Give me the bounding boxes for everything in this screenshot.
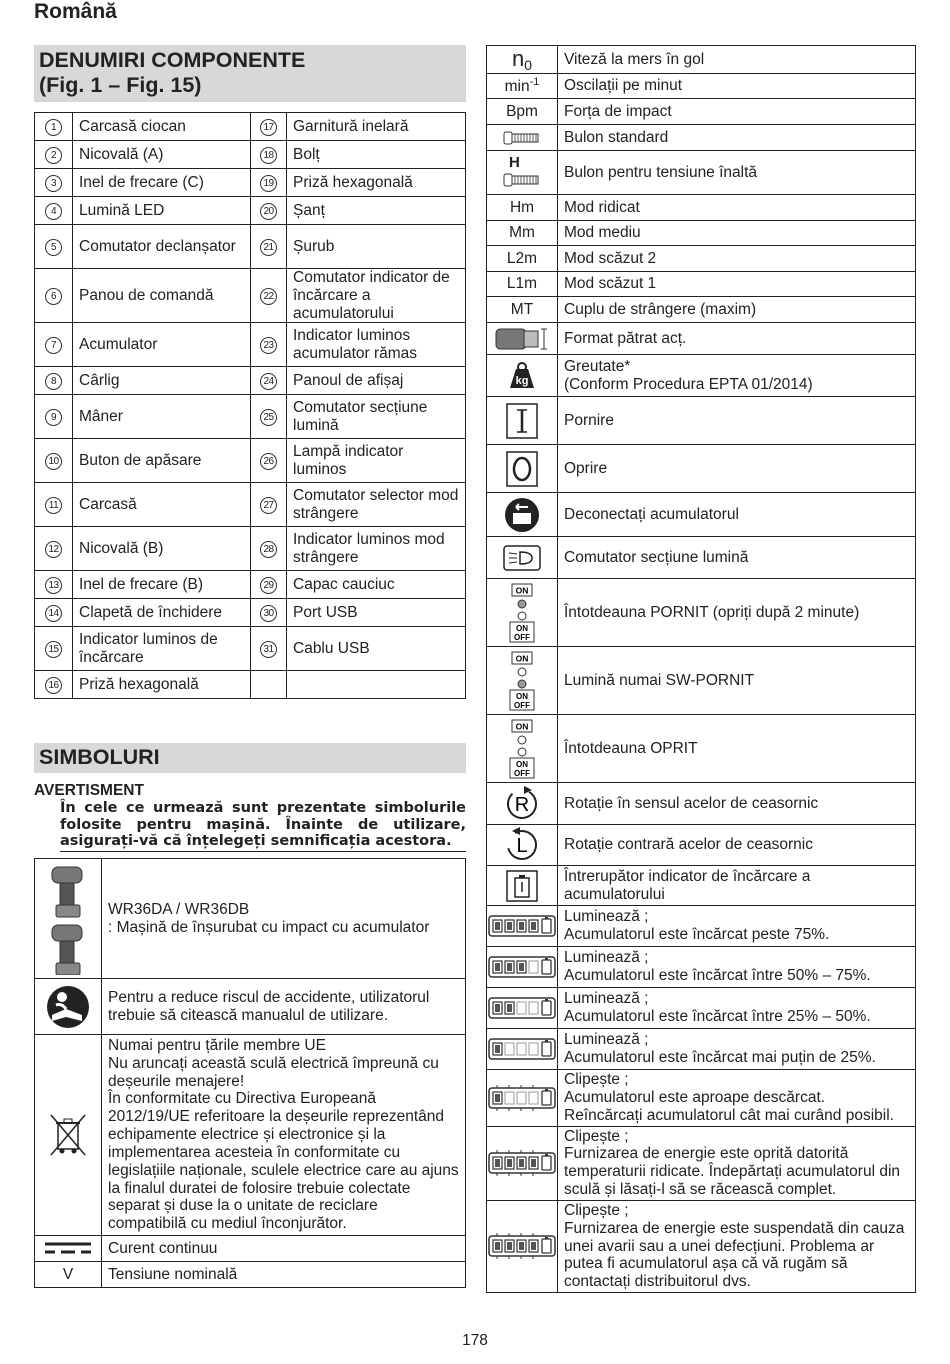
symbol-description	[558, 445, 916, 493]
component-label: Indicator luminos mod strângere	[287, 527, 466, 571]
indicator-state: Luminează ;	[564, 949, 649, 967]
component-row	[35, 395, 466, 439]
symbol-description	[558, 151, 916, 195]
symbol-description	[558, 125, 916, 151]
model-name: WR36DA / WR36DB	[108, 900, 250, 918]
indicator-meaning: Furnizarea de energie este suspendată din cauza unei avarii sau a unei defecțiuni. Problema ar putea fi acumulatorul așa că vă rugăm să contactați distribuitorul dvs.	[564, 1219, 905, 1291]
symbol-description	[102, 859, 466, 979]
symbol-row	[487, 1070, 916, 1126]
component-row	[35, 527, 466, 571]
svg-text:ON: ON	[515, 585, 529, 596]
symbol-text: Bulon standard	[564, 128, 669, 146]
battery-2-bars-icon	[487, 988, 558, 1029]
symbol-row	[487, 783, 916, 825]
component-row	[35, 169, 466, 197]
symbol-row	[487, 125, 916, 151]
symbol-text: Mod mediu	[564, 224, 641, 242]
indicator-meaning: Acumulatorul este încărcat mai puțin de 25%.	[564, 1049, 876, 1067]
component-number-badge: 6	[45, 288, 62, 305]
rotate-right-icon	[487, 783, 558, 825]
symbol-description	[102, 1235, 466, 1261]
component-number	[251, 169, 287, 197]
read-manual-icon	[35, 979, 102, 1035]
symbol-abbreviation-text: L1m	[506, 275, 538, 293]
component-row	[35, 571, 466, 599]
component-row	[35, 141, 466, 169]
on-icon	[487, 397, 558, 445]
component-number	[35, 527, 73, 571]
component-number-badge: 1	[45, 119, 62, 136]
symbol-row	[35, 859, 466, 979]
component-number	[251, 197, 287, 225]
component-label: Lampă indicator luminos	[287, 439, 466, 483]
symbol-row	[35, 979, 466, 1035]
component-label: Carcasă	[73, 483, 251, 527]
component-number	[35, 439, 73, 483]
symbol-description	[558, 579, 916, 647]
symbol-description	[558, 947, 916, 988]
symbols-table-right	[486, 45, 916, 1293]
disconnect-battery-icon	[487, 493, 558, 537]
symbol-abbreviation	[487, 297, 558, 323]
sw-on-icon	[487, 647, 558, 715]
svg-text:ON: ON	[515, 721, 529, 732]
symbol-description	[558, 46, 916, 74]
component-number-badge: 5	[45, 239, 62, 256]
direct-current-icon	[35, 1235, 102, 1261]
symbol-text: Rotație în sensul acelor de ceasornic	[564, 794, 819, 812]
symbol-row	[35, 1035, 466, 1236]
component-number-badge: 26	[260, 453, 277, 470]
symbol-text: Lumină numai SW-PORNIT	[564, 671, 755, 689]
symbol-abbreviation	[487, 46, 558, 74]
symbol-row	[35, 1235, 466, 1261]
off-icon	[487, 445, 558, 493]
symbol-text: Tensiune nominală	[108, 1265, 238, 1283]
indicator-meaning: Acumulatorul este aproape descărcat. Reîncărcați acumulatorul cât mai curând posibil.	[564, 1089, 894, 1124]
symbol-row	[487, 195, 916, 221]
component-number	[251, 113, 287, 141]
symbol-abbreviation	[487, 272, 558, 297]
component-label: Șanț	[287, 197, 466, 225]
symbol-row	[487, 397, 916, 445]
symbol-abbreviation-text: Hm	[509, 198, 535, 216]
model-description: : Mașină de înșurubat cu impact cu acumulator	[108, 918, 430, 936]
h-letter: H	[509, 154, 520, 172]
component-row	[35, 439, 466, 483]
symbol-row	[487, 221, 916, 246]
symbol-abbreviation	[487, 246, 558, 272]
component-number	[251, 627, 287, 671]
symbol-text: Întotdeauna PORNIT (opriți după 2 minute)	[564, 603, 860, 621]
component-number	[35, 571, 73, 599]
component-label: Cablu USB	[287, 627, 466, 671]
symbol-text: Format pătrat acț.	[564, 329, 687, 347]
svg-text:ON: ON	[515, 653, 529, 664]
square-drive-icon	[487, 323, 558, 355]
component-number-badge: 17	[260, 119, 277, 136]
component-number-badge: 10	[45, 453, 62, 470]
component-number-badge: 18	[260, 147, 277, 164]
component-number	[251, 571, 287, 599]
symbol-text: Pornire	[564, 411, 614, 429]
symbol-abbreviation-text: Bpm	[506, 102, 538, 120]
component-row	[35, 269, 466, 323]
symbol-text: Deconectați acumulatorul	[564, 505, 739, 523]
component-number	[251, 483, 287, 527]
svg-text:ON: ON	[516, 691, 528, 701]
language-header: Română	[34, 0, 117, 23]
indicator-state: Clipește ;	[564, 1071, 629, 1089]
component-number-badge: 16	[45, 677, 62, 694]
symbol-text: Viteză la mers în gol	[564, 50, 705, 68]
symbol-description	[558, 397, 916, 445]
symbol-text: Mod ridicat	[564, 198, 640, 216]
component-label: Buton de apăsare	[73, 439, 251, 483]
symbol-text: Numai pentru țările membre UE Nu aruncați această sculă electrică împreună cu deșeurile menajere! În conformitate cu Directiva Europeană 2012/19/UE referitoare la deșeurile reprezentând echipamente electrice și electronice și la implementarea acesteia în conformitate cu legislațiile naționale, sculele electrice care au ajuns la finalul duratei de folosire trebuie colectate separat și duse la o unitate de reciclare compatibilă cu mediul înconjurător.	[108, 1037, 459, 1233]
component-number	[35, 197, 73, 225]
battery-blink-low-icon	[487, 1070, 558, 1126]
component-row	[35, 323, 466, 367]
symbol-subscript: 0	[524, 57, 533, 74]
component-number-badge: 14	[45, 605, 62, 622]
battery-indicator-switch-icon	[487, 866, 558, 906]
component-label: Indicator luminos de încărcare	[73, 627, 251, 671]
component-number	[35, 671, 73, 699]
component-number-badge: 2	[45, 147, 62, 164]
component-label: Priză hexagonală	[73, 671, 251, 699]
symbol-text: Întrerupător indicator de încărcare a acumulatorului	[564, 867, 811, 903]
indicator-state: Clipește ;	[564, 1201, 629, 1219]
bolt-graphic	[487, 170, 557, 190]
component-number-badge: 28	[260, 541, 277, 558]
symbol-description	[558, 1070, 916, 1126]
component-number	[251, 141, 287, 169]
symbol-row	[487, 493, 916, 537]
symbol-description	[558, 1126, 916, 1200]
symbol-text: Oprire	[564, 459, 608, 477]
symbol-description	[558, 74, 916, 99]
crossed-bin-icon	[35, 1035, 102, 1236]
symbol-description	[558, 825, 916, 866]
component-label: Panou de comandă	[73, 269, 251, 323]
component-number	[35, 483, 73, 527]
component-row	[35, 197, 466, 225]
component-label: Șurub	[287, 225, 466, 269]
symbol-text: Greutate* (Conform Procedura EPTA 01/2014)	[564, 357, 813, 393]
component-number-badge: 29	[260, 577, 277, 594]
symbol-row	[487, 579, 916, 647]
component-label: Bolț	[287, 141, 466, 169]
component-number	[35, 599, 73, 627]
component-label: Nicovală (A)	[73, 141, 251, 169]
indicator-meaning: Acumulatorul este încărcat între 25% – 50%.	[564, 1008, 871, 1026]
symbol-row	[487, 1200, 916, 1292]
impact-wrench-icon	[35, 859, 102, 979]
symbol-row	[487, 866, 916, 906]
component-number	[35, 323, 73, 367]
component-number	[35, 367, 73, 395]
symbol-row	[487, 151, 916, 195]
component-number-badge: 20	[260, 203, 277, 220]
standard-bolt-icon	[487, 125, 558, 151]
symbol-abbreviation-text: min	[504, 78, 530, 96]
symbol-description	[558, 906, 916, 947]
component-label: Inel de frecare (B)	[73, 571, 251, 599]
symbol-description	[558, 195, 916, 221]
indicator-meaning: Acumulatorul este încărcat între 50% – 75%.	[564, 967, 871, 985]
symbol-description	[558, 537, 916, 579]
symbol-row	[487, 988, 916, 1029]
component-number	[35, 269, 73, 323]
indicator-state: Luminează ;	[564, 1031, 649, 1049]
always-off-icon	[487, 715, 558, 783]
component-label: Garnitură inelară	[287, 113, 466, 141]
component-label: Indicator luminos acumulator rămas	[287, 323, 466, 367]
svg-text:OFF: OFF	[514, 768, 530, 778]
symbol-text: Mod scăzut 1	[564, 275, 657, 293]
symbol-description	[558, 272, 916, 297]
component-row	[35, 367, 466, 395]
component-row	[35, 627, 466, 671]
symbol-row	[487, 647, 916, 715]
symbol-abbreviation	[487, 74, 558, 99]
symbol-text: Mod scăzut 2	[564, 249, 657, 267]
component-number-badge: 13	[45, 577, 62, 594]
svg-text:OFF: OFF	[514, 700, 530, 710]
symbol-row	[487, 46, 916, 74]
symbol-row	[487, 1029, 916, 1070]
symbol-description	[102, 1261, 466, 1287]
page-number: 178	[462, 1332, 488, 1349]
symbol-description	[558, 1029, 916, 1070]
symbol-abbreviation	[487, 195, 558, 221]
component-row	[35, 225, 466, 269]
component-number-badge: 12	[45, 541, 62, 558]
section-title-line2: (Fig. 1 – Fig. 15)	[39, 72, 202, 97]
symbol-abbreviation-text: L2m	[506, 249, 538, 267]
weight-icon	[487, 355, 558, 397]
indicator-state: Luminează ;	[564, 990, 649, 1008]
symbol-row	[487, 715, 916, 783]
component-number-badge: 27	[260, 497, 277, 514]
symbol-row	[487, 445, 916, 493]
symbol-description	[558, 493, 916, 537]
component-number	[251, 527, 287, 571]
section-title-line1: DENUMIRI COMPONENTE	[39, 48, 306, 72]
component-number	[251, 599, 287, 627]
symbol-abbreviation	[487, 221, 558, 246]
svg-text:kg: kg	[515, 374, 529, 387]
battery-4-bars-icon	[487, 906, 558, 947]
symbol-text: Pentru a reduce riscul de accidente, utilizatorul trebuie să citească manualul de utilizare.	[108, 988, 430, 1024]
component-number-badge: 3	[45, 175, 62, 192]
svg-text:OFF: OFF	[514, 632, 530, 642]
warning-block	[34, 782, 466, 852]
symbol-text: Comutator secțiune lumină	[564, 548, 749, 566]
symbol-glyph	[35, 1261, 102, 1287]
component-number	[35, 141, 73, 169]
svg-text:R: R	[514, 793, 530, 816]
symbol-description	[558, 715, 916, 783]
symbol-description	[558, 355, 916, 397]
component-number-badge: 8	[45, 373, 62, 390]
battery-3-bars-icon	[487, 947, 558, 988]
component-label: Nicovală (B)	[73, 527, 251, 571]
symbol-description	[102, 1035, 466, 1236]
section-title-components	[34, 45, 466, 102]
component-number	[251, 395, 287, 439]
symbol-text: Oscilații pe minut	[564, 77, 683, 95]
symbol-description	[558, 323, 916, 355]
component-number	[251, 439, 287, 483]
symbol-superscript: -1	[529, 76, 540, 89]
component-row	[35, 599, 466, 627]
component-row	[35, 483, 466, 527]
symbol-description	[102, 979, 466, 1035]
warning-title: AVERTISMENT	[34, 782, 144, 799]
svg-text:L: L	[516, 835, 528, 858]
component-number-badge: 7	[45, 337, 62, 354]
symbol-description	[558, 866, 916, 906]
components-table	[34, 112, 466, 699]
component-number-badge: 30	[260, 605, 277, 622]
component-label: Acumulator	[73, 323, 251, 367]
component-number-badge: 23	[260, 337, 277, 354]
rotate-left-icon	[487, 825, 558, 866]
symbol-abbreviation-text: n	[511, 46, 525, 71]
voltage-glyph: V	[62, 1265, 74, 1283]
indicator-meaning: Furnizarea de energie este oprită datorită temperaturii ridicate. Îndepărtați acumulatorul din sculă și lăsați-l să se răcească complet.	[564, 1145, 901, 1199]
section-title-symbols: SIMBOLURI	[34, 743, 466, 773]
component-label: Lumină LED	[73, 197, 251, 225]
component-label: Comutator declanșator	[73, 225, 251, 269]
symbol-row	[487, 272, 916, 297]
symbols-table-left	[34, 858, 466, 1288]
component-number-badge: 11	[45, 497, 62, 514]
symbol-description	[558, 1200, 916, 1292]
indicator-state: Clipește ;	[564, 1127, 629, 1145]
component-label: Capac cauciuc	[287, 571, 466, 599]
component-number	[35, 169, 73, 197]
high-tension-bolt-icon	[487, 151, 558, 195]
component-number-badge: 24	[260, 373, 277, 390]
symbol-text: Rotație contrară acelor de ceasornic	[564, 836, 813, 854]
indicator-state: Luminează ;	[564, 908, 649, 926]
symbol-row	[487, 99, 916, 125]
symbol-row	[35, 1261, 466, 1287]
symbol-row	[487, 537, 916, 579]
component-label: Carcasă ciocan	[73, 113, 251, 141]
battery-blink-temp-icon	[487, 1126, 558, 1200]
symbol-row	[487, 906, 916, 947]
component-label	[287, 671, 466, 699]
component-number-badge: 22	[260, 288, 277, 305]
symbol-abbreviation-text: Mm	[509, 224, 535, 242]
symbol-description	[558, 988, 916, 1029]
component-number-badge: 4	[45, 203, 62, 220]
indicator-meaning: Acumulatorul este încărcat peste 75%.	[564, 926, 830, 944]
component-number-badge: 21	[260, 239, 277, 256]
symbol-row	[487, 246, 916, 272]
component-label: Port USB	[287, 599, 466, 627]
symbol-row	[487, 323, 916, 355]
component-label: Cârlig	[73, 367, 251, 395]
symbol-text: Cuplu de strângere (maxim)	[564, 300, 757, 318]
component-number	[251, 269, 287, 323]
battery-1-bar-icon	[487, 1029, 558, 1070]
component-number	[35, 395, 73, 439]
warning-body: În cele ce urmează sunt prezentate simbolurile folosite pentru mașină. Înainte de utilizare, asigurați-vă că înțelegeți semnificația acestora.	[60, 800, 466, 850]
component-number	[35, 627, 73, 671]
symbol-row	[487, 947, 916, 988]
symbol-row	[487, 1126, 916, 1200]
light-switch-icon	[487, 537, 558, 579]
symbol-row	[487, 355, 916, 397]
always-on-icon	[487, 579, 558, 647]
symbol-row	[487, 297, 916, 323]
symbol-description	[558, 297, 916, 323]
symbol-text: Întotdeauna OPRIT	[564, 739, 698, 757]
component-number-badge: 25	[260, 409, 277, 426]
component-label: Inel de frecare (C)	[73, 169, 251, 197]
component-label: Comutator secțiune lumină	[287, 395, 466, 439]
component-number-badge: 9	[45, 409, 62, 426]
component-number-badge: 15	[45, 641, 62, 658]
symbol-description	[558, 246, 916, 272]
symbol-description	[558, 99, 916, 125]
symbol-description	[558, 221, 916, 246]
symbol-row	[487, 825, 916, 866]
symbol-row	[487, 74, 916, 99]
component-label: Panoul de afișaj	[287, 367, 466, 395]
component-number	[35, 113, 73, 141]
component-label: Mâner	[73, 395, 251, 439]
symbol-description	[558, 783, 916, 825]
component-label: Priză hexagonală	[287, 169, 466, 197]
component-label: Comutator indicator de încărcare a acumulatorului	[287, 269, 466, 323]
symbol-description	[558, 647, 916, 715]
component-number-badge: 31	[260, 641, 277, 658]
component-label: Comutator selector mod strângere	[287, 483, 466, 527]
component-row	[35, 113, 466, 141]
component-number	[35, 225, 73, 269]
symbol-text: Bulon pentru tensiune înaltă	[564, 163, 758, 181]
symbol-abbreviation	[487, 99, 558, 125]
symbol-text: Curent continuu	[108, 1239, 218, 1257]
svg-text:ON: ON	[516, 759, 528, 769]
battery-blink-fault-icon	[487, 1200, 558, 1292]
component-row	[35, 671, 466, 699]
component-number	[251, 367, 287, 395]
component-label: Clapetă de închidere	[73, 599, 251, 627]
component-number	[251, 671, 287, 699]
svg-text:ON: ON	[516, 623, 528, 633]
component-number	[251, 225, 287, 269]
component-number	[251, 323, 287, 367]
symbol-text: Forța de impact	[564, 102, 672, 120]
component-number-badge: 19	[260, 175, 277, 192]
symbol-abbreviation-text: MT	[510, 300, 534, 318]
